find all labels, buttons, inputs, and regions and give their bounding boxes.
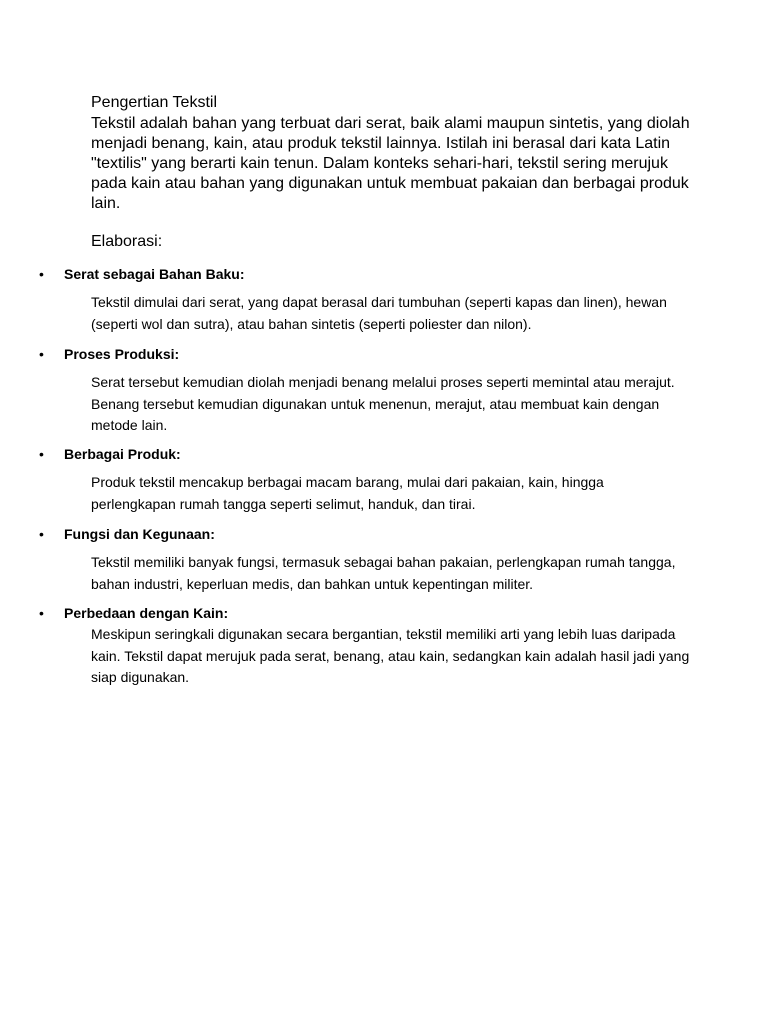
- list-item-heading: Proses Produksi:: [64, 346, 180, 362]
- bullet-icon: •: [39, 266, 44, 282]
- list-item-heading: Berbagai Produk:: [64, 446, 181, 462]
- bullet-icon: •: [39, 605, 44, 621]
- bullet-icon: •: [39, 346, 44, 362]
- list-item-heading: Perbedaan dengan Kain:: [64, 605, 229, 621]
- list-item-text: Tekstil memiliki banyak fungsi, termasuk sebagai bahan pakaian, perlengkapan rumah tangga, bahan industri, keperluan medis, dan bahkan untuk kepentingan militer.: [91, 554, 676, 592]
- bullet-icon: •: [39, 446, 44, 462]
- list-item-text: Tekstil dimulai dari serat, yang dapat berasal dari tumbuhan (seperti kapas dan linen), hewan (seperti wol dan sutra), atau bahan sintetis (seperti poliester dan nilon).: [91, 294, 667, 332]
- list-item-text: Produk tekstil mencakup berbagai macam barang, mulai dari pakaian, kain, hingga perlengkapan rumah tangga seperti selimut, handuk, dan tirai.: [91, 474, 604, 512]
- list-item-text: Serat tersebut kemudian diolah menjadi benang melalui proses seperti memintal atau merajut. Benang tersebut kemudian digunakan untuk menenun, merajut, atau membuat kain dengan metode lain.: [91, 374, 675, 433]
- intro-paragraph: Tekstil adalah bahan yang terbuat dari serat, baik alami maupun sintetis, yang diolah menjadi benang, kain, atau produk tekstil lainnya. Istilah ini berasal dari kata Latin "textilis" yang berarti kain tenun. Dalam konteks sehari-hari, tekstil sering merujuk pada kain atau bahan yang digunakan untuk membuat pakaian dan berbagai produk lain.: [91, 115, 690, 212]
- bullet-icon: •: [39, 526, 44, 542]
- list-item-heading: Serat sebagai Bahan Baku:: [64, 266, 245, 282]
- list-item-heading: Fungsi dan Kegunaan:: [64, 526, 215, 542]
- elaboration-label: Elaborasi:: [91, 233, 163, 250]
- page-title: Pengertian Tekstil: [91, 94, 217, 111]
- intro-section: [91, 93, 691, 214]
- list-item-text: Meskipun seringkali digunakan secara bergantian, tekstil memiliki arti yang lebih luas daripada kain. Tekstil dapat merujuk pada serat, benang, atau kain, sedangkan kain adalah hasil jadi yang siap digunakan.: [91, 626, 690, 685]
